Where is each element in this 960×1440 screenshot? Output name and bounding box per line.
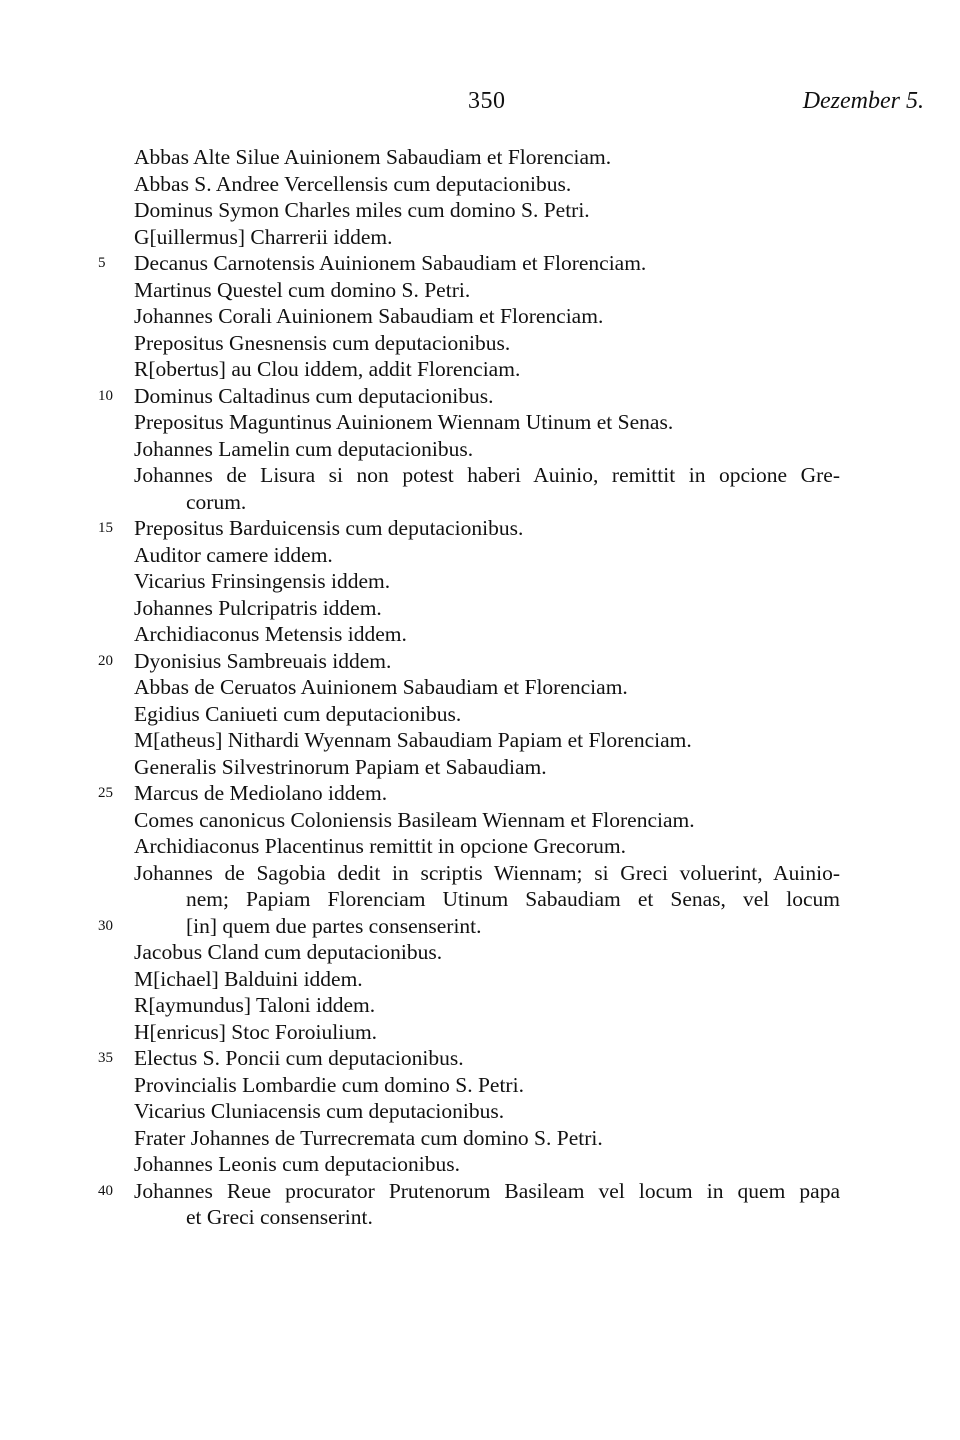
line-text: H[enricus] Stoc Foroiulium.: [134, 1019, 378, 1044]
text-line: [0, 1098, 960, 1125]
text-line: [0, 860, 960, 887]
text-line: [0, 489, 960, 516]
text-line: [0, 992, 960, 1019]
text-line: [0, 383, 960, 410]
text-line: [0, 356, 960, 383]
text-line: [0, 515, 960, 542]
text-line: [0, 1072, 960, 1099]
text-line: [0, 886, 960, 913]
text-line: [0, 462, 960, 489]
text-line: [0, 833, 960, 860]
line-text: Prepositus Maguntinus Auinionem Wiennam Utinum et Senas.: [134, 410, 674, 434]
line-text: G[uillermus] Charrerii iddem.: [134, 224, 393, 249]
line-text: et Greci consenserint.: [186, 1205, 373, 1229]
page-number: 350: [468, 88, 506, 114]
line-text: Dominus Caltadinus cum deputacionibus.: [134, 383, 494, 408]
text-line: [0, 436, 960, 463]
line-text: Auditor camere iddem.: [134, 542, 333, 567]
text-line: [0, 648, 960, 675]
running-head: Dezember 5.: [802, 88, 924, 114]
text-line: [0, 754, 960, 781]
line-text: Abbas Alte Silue Auinionem Sabaudiam et Florenciam.: [134, 145, 612, 169]
line-number: 25: [98, 785, 113, 801]
line-text: Johannes Reue procurator Prutenorum Basileam vel locum in quem papa: [134, 1178, 840, 1203]
line-text: Generalis Silvestrinorum Papiam et Sabaudiam.: [134, 754, 547, 779]
line-text: Martinus Questel cum domino S. Petri.: [134, 277, 471, 302]
line-text: Egidius Caniueti cum deputacionibus.: [134, 701, 462, 726]
text-line: [0, 330, 960, 357]
text-line: [0, 250, 960, 277]
line-text: Archidiaconus Metensis iddem.: [134, 622, 407, 646]
line-text: Electus S. Poncii cum deputacionibus.: [134, 1046, 464, 1070]
line-text: Prepositus Barduicensis cum deputacionibus.: [134, 516, 524, 540]
line-text: nem; Papiam Florenciam Utinum Sabaudiam et Senas, vel locum: [186, 887, 840, 911]
text-line: [0, 1151, 960, 1178]
line-number: 35: [98, 1050, 113, 1066]
line-text: corum.: [186, 489, 247, 514]
text-line: [0, 595, 960, 622]
text-line: [0, 966, 960, 993]
text-line: [0, 542, 960, 569]
line-text: Abbas de Ceruatos Auinionem Sabaudiam et Florenciam.: [134, 675, 628, 699]
line-text: Frater Johannes de Turrecremata cum domino S. Petri.: [134, 1125, 603, 1150]
line-number: 30: [98, 917, 113, 934]
text-line: [0, 277, 960, 304]
line-text: Johannes de Lisura si non potest haberi Auinio, remittit in opcione Gre-: [134, 463, 840, 487]
text-line: [0, 1019, 960, 1046]
line-text: Vicarius Cluniacensis cum deputacionibus.: [134, 1099, 505, 1123]
text-line: [0, 171, 960, 198]
line-text: Johannes Corali Auinionem Sabaudiam et Florenciam.: [134, 304, 604, 328]
text-line: [0, 1045, 960, 1072]
page-header: [0, 88, 960, 124]
text-block: [0, 144, 960, 1231]
text-line: [0, 1204, 960, 1231]
line-number: 5: [98, 255, 106, 271]
text-line: [0, 144, 960, 171]
line-text: Johannes Pulcripatris iddem.: [134, 595, 382, 620]
line-text: Jacobus Cland cum deputacionibus.: [134, 940, 443, 964]
line-text: Comes canonicus Coloniensis Basileam Wiennam et Florenciam.: [134, 807, 695, 832]
line-number: 10: [98, 387, 113, 404]
text-line: [0, 939, 960, 966]
line-text: Prepositus Gnesnensis cum deputacionibus.: [134, 330, 511, 355]
line-number: 40: [98, 1182, 113, 1199]
line-text: Johannes Lamelin cum deputacionibus.: [134, 436, 474, 461]
line-text: Vicarius Frinsingensis iddem.: [134, 569, 391, 593]
text-line: [0, 807, 960, 834]
text-line: [0, 1125, 960, 1152]
text-line: [0, 409, 960, 436]
line-text: Johannes de Sagobia dedit in scriptis Wiennam; si Greci voluerint, Auinio-: [134, 860, 840, 885]
line-text: Decanus Carnotensis Auinionem Sabaudiam et Florenciam.: [134, 251, 647, 275]
line-text: Provincialis Lombardie cum domino S. Petri.: [134, 1072, 524, 1097]
line-number: 15: [98, 520, 113, 536]
line-text: Abbas S. Andree Vercellensis cum deputacionibus.: [134, 171, 572, 196]
text-line: [0, 674, 960, 701]
text-line: [0, 621, 960, 648]
line-text: R[aymundus] Taloni iddem.: [134, 993, 376, 1017]
text-line: [0, 727, 960, 754]
text-line: [0, 224, 960, 251]
text-line: [0, 1178, 960, 1205]
line-text: R[obertus] au Clou iddem, addit Florenciam.: [134, 357, 521, 381]
line-text: Johannes Leonis cum deputacionibus.: [134, 1152, 461, 1176]
line-text: Archidiaconus Placentinus remittit in opcione Grecorum.: [134, 834, 626, 858]
text-line: [0, 701, 960, 728]
text-line: [0, 780, 960, 807]
line-text: Dyonisius Sambreuais iddem.: [134, 648, 392, 673]
text-line: [0, 197, 960, 224]
text-line: [0, 568, 960, 595]
line-text: [in] quem due partes consenserint.: [186, 913, 482, 938]
line-text: M[atheus] Nithardi Wyennam Sabaudiam Papiam et Florenciam.: [134, 728, 692, 752]
line-number: 20: [98, 652, 113, 669]
text-line: [0, 913, 960, 940]
line-text: M[ichael] Balduini iddem.: [134, 966, 363, 991]
text-line: [0, 303, 960, 330]
line-text: Dominus Symon Charles miles cum domino S. Petri.: [134, 198, 590, 222]
line-text: Marcus de Mediolano iddem.: [134, 781, 388, 805]
